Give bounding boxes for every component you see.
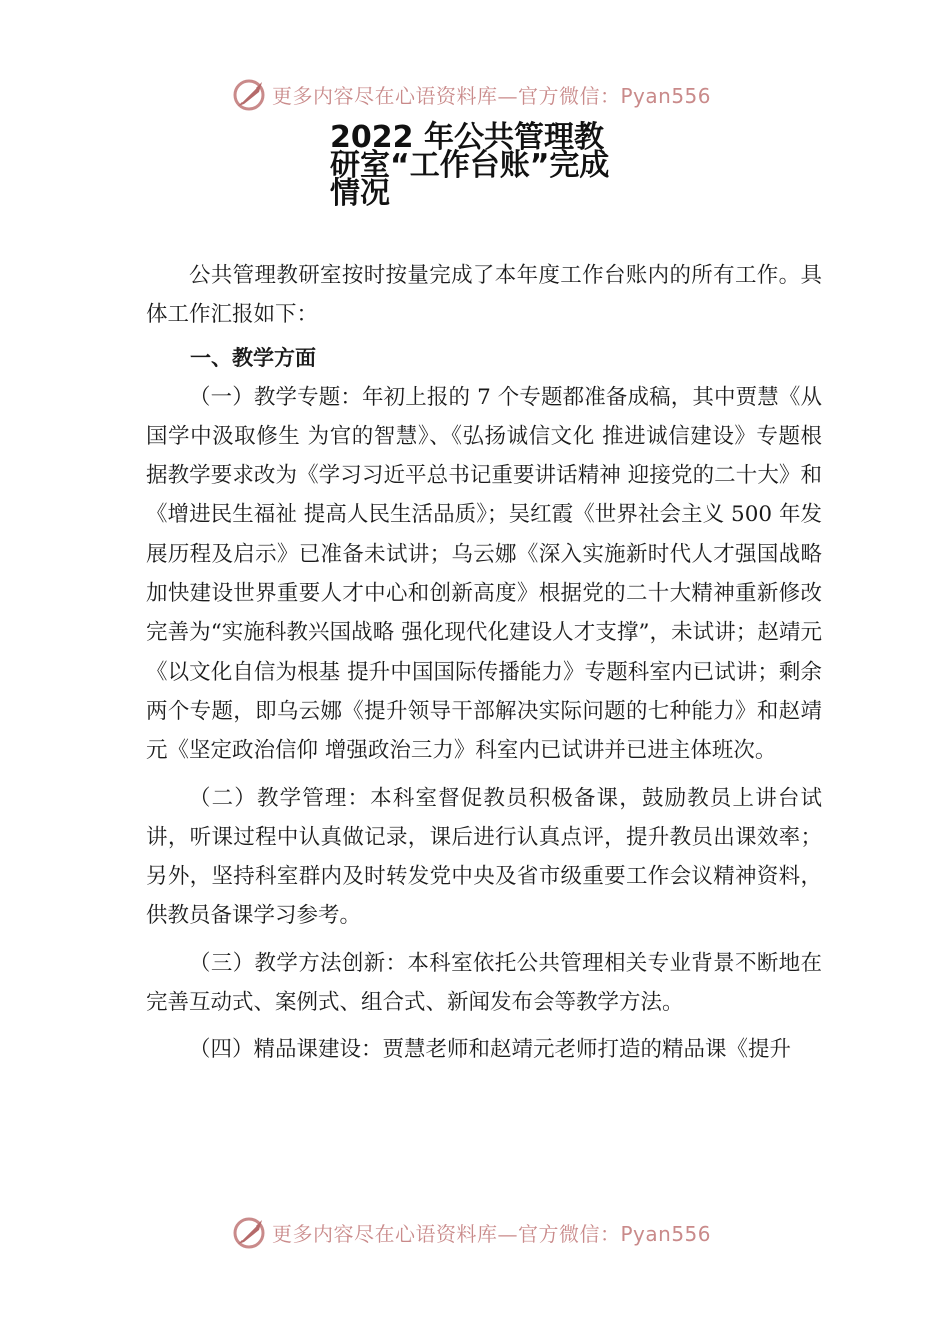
watermark-text: 更多内容尽在心语资料库—官方微信：Pyan556 <box>272 83 712 108</box>
quill-logo-icon <box>232 1214 268 1250</box>
paragraph-teaching-topics: （一）教学专题：年初上报的 7 个专题都准备成稿，其中贾慧《从国学中汲取修生 为官的智慧》、《弘扬诚信文化 推进诚信建设》专题根据教学要求改为《学习习近平总书记重要讲话精神 迎接党的二十大》和《增进民生福祉 提高人民生活品质》；吴红霞《世界社会主义 500 年发展历程及启示》已准备未试讲；乌云娜《深入实施新时代人才强国战略 加快建设世界重要人才中心和创新高度》根据党的二十大精神重新修改完善为“实施科教兴国战略 强化现代化建设人才支撑”，未试讲；赵靖元《以文化自信为根基 提升中国国际传播能力》专题科室内已试讲；剩余两个专题，即乌云娜《提升领导干部解决实际问题的七种能力》和赵靖元《坚定政治信仰 增强政治三力》科室内已试讲并已进主体班次。 <box>146 384 822 764</box>
section-heading-teaching: 一、教学方面 <box>190 345 316 370</box>
document-title: 2022 年公共管理教研室“工作台账”完成情况 <box>330 120 610 211</box>
watermark-text: 更多内容尽在心语资料库—官方微信：Pyan556 <box>272 1221 712 1246</box>
paragraph-teaching-methods: （三）教学方法创新：本科室依托公共管理相关专业背景不断地在完善互动式、案例式、组合式、新闻发布会等教学方法。 <box>146 950 822 1016</box>
quill-logo-icon <box>232 76 268 112</box>
paragraph-teaching-management: （二）教学管理：本科室督促教员积极备课，鼓励教员上讲台试讲，听课过程中认真做记录，课后进行认真点评，提升教员出课效率；另外，坚持科室群内及时转发党中央及省市级重要工作会议精神资料，供教员备课学习参考。 <box>146 785 822 929</box>
intro-paragraph: 公共管理教研室按时按量完成了本年度工作台账内的所有工作。具体工作汇报如下： <box>146 263 822 328</box>
document-body <box>146 256 822 1070</box>
watermark-header <box>232 74 711 114</box>
watermark-footer <box>232 1212 711 1252</box>
paragraph-quality-courses: （四）精品课建设：贾慧老师和赵靖元老师打造的精品课《提升 <box>189 1037 792 1063</box>
